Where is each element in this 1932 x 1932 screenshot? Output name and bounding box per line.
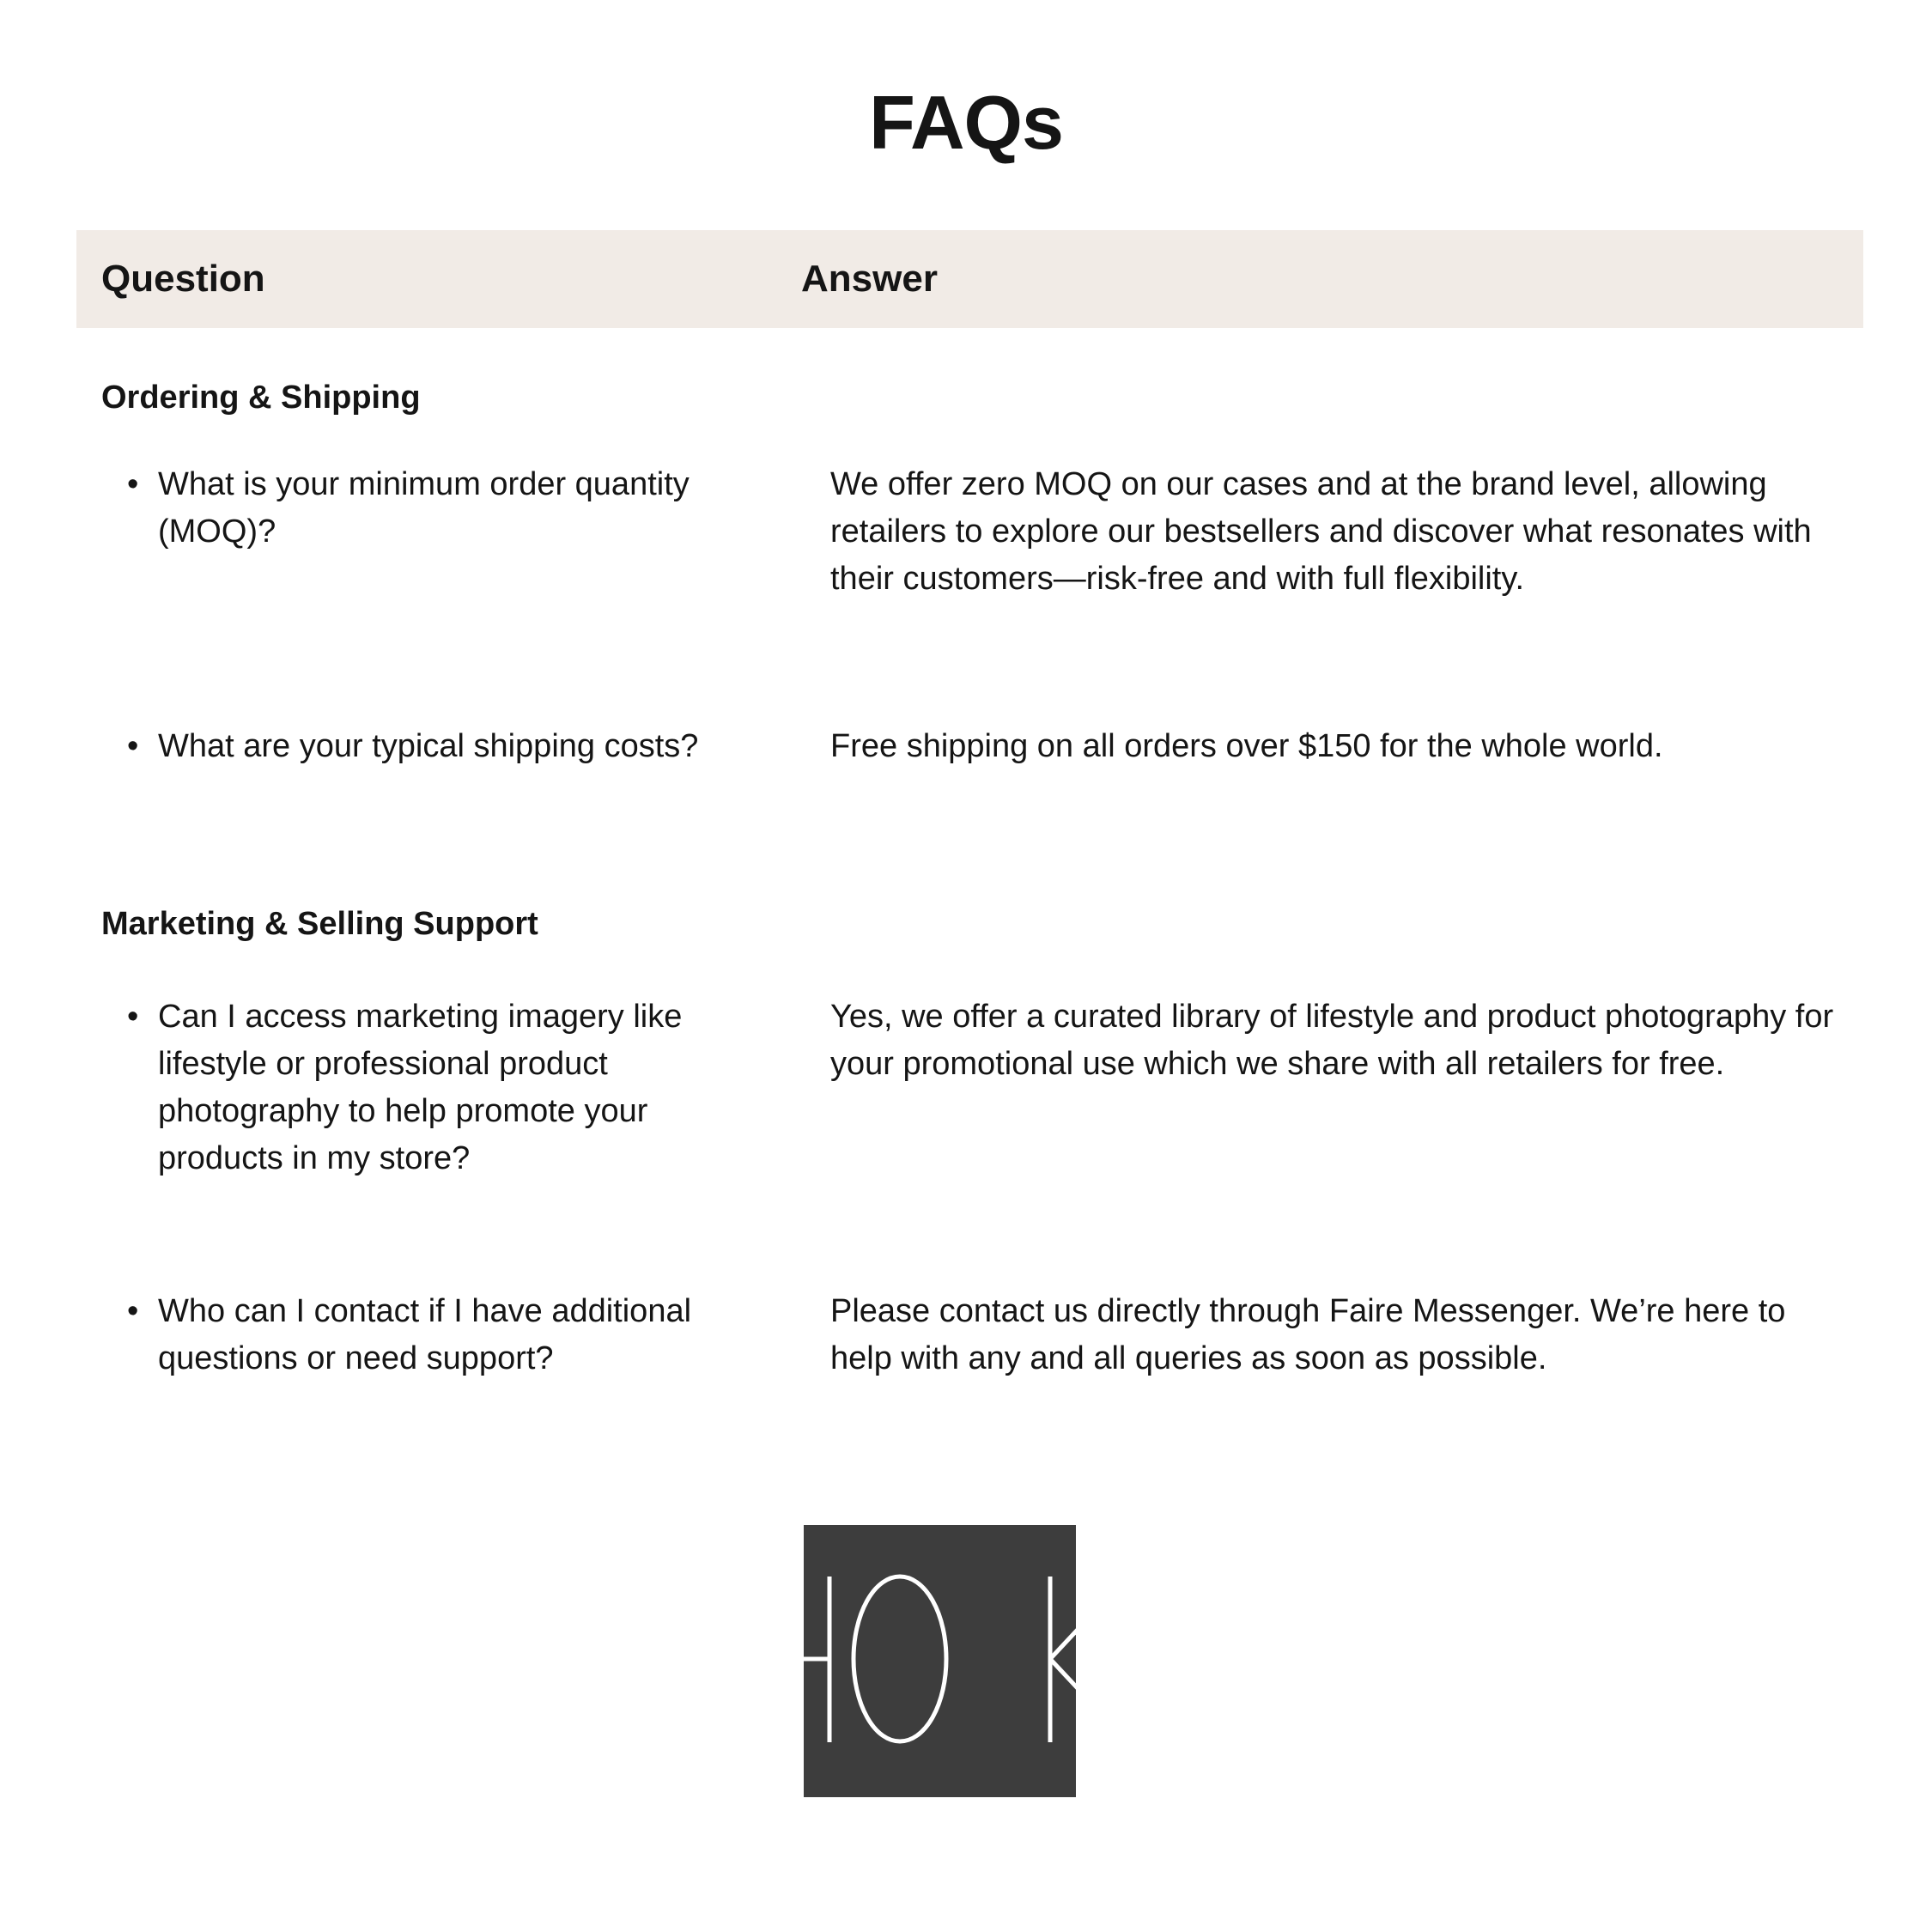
brand-logo-icon bbox=[804, 1525, 1076, 1797]
question-text: Can I access marketing imagery like lifestyle or professional product photography to help promote your products in my store? bbox=[158, 999, 683, 1176]
faq-question bbox=[127, 993, 728, 1182]
section-heading-ordering-shipping: Ordering & Shipping bbox=[101, 380, 421, 416]
question-text: Who can I contact if I have additional questions or need support? bbox=[158, 1293, 692, 1376]
bullet-icon: • bbox=[127, 728, 139, 764]
question-text: What are your typical shipping costs? bbox=[158, 728, 699, 764]
faq-answer: Yes, we offer a curated library of lifestyle and product photography for your promotional use which we share with all retailers for free. bbox=[830, 999, 1834, 1082]
faq-answer: We offer zero MOQ on our cases and at the brand level, allowing retailers to explore our bestsellers and discover what resonates with their customers—risk-free and with full flexibility. bbox=[830, 466, 1812, 597]
faq-answer: Free shipping on all orders over $150 for the whole world. bbox=[830, 728, 1663, 764]
faq-question bbox=[127, 461, 728, 556]
column-header-question: Question bbox=[101, 258, 265, 300]
table-header bbox=[76, 230, 1863, 328]
page-title: FAQs bbox=[869, 80, 1063, 165]
section-heading-marketing-support: Marketing & Selling Support bbox=[101, 906, 538, 942]
faq-question bbox=[127, 1288, 728, 1382]
faq-answer: Please contact us directly through Faire Messenger. We’re here to help with any and all queries as soon as possible. bbox=[830, 1293, 1786, 1376]
bullet-icon: • bbox=[127, 466, 139, 502]
bullet-icon: • bbox=[127, 1293, 139, 1329]
question-text: What is your minimum order quantity (MOQ)? bbox=[158, 466, 690, 550]
faq-question bbox=[127, 723, 728, 770]
column-header-answer: Answer bbox=[801, 258, 938, 300]
bullet-icon: • bbox=[127, 999, 139, 1035]
